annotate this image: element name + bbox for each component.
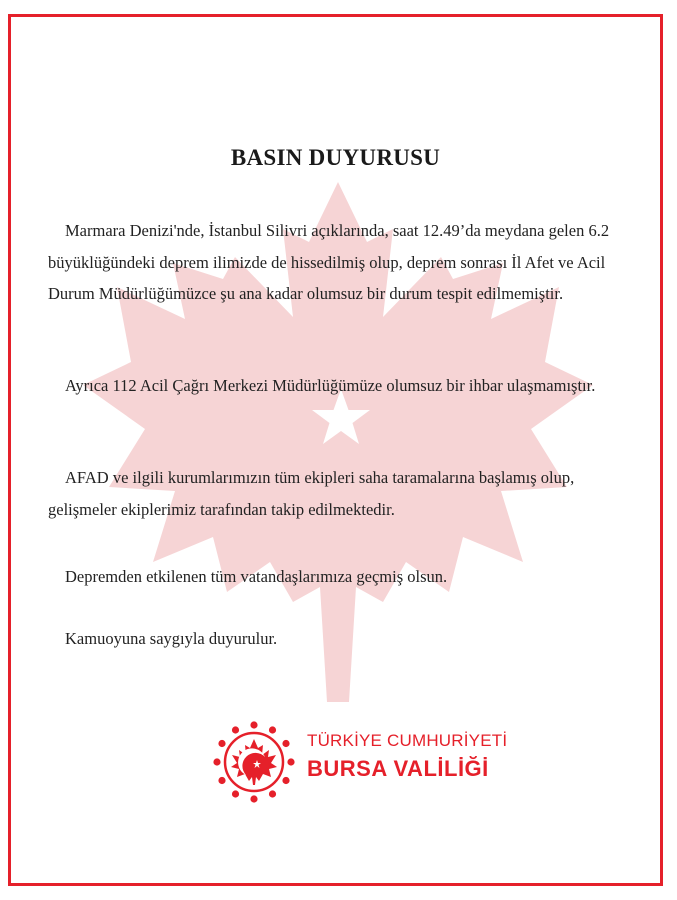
- logo-line-2: BURSA VALİLİĞİ: [307, 756, 489, 781]
- logo-line-1: TÜRKİYE CUMHURİYETİ: [307, 731, 508, 750]
- paragraph-1: Marmara Denizi'nde, İstanbul Silivri açıklarında, saat 12.49’da meydana gelen 6.2 büyüklüğündeki deprem ilimizde de hissedilmiş olup, deprem sonrası İl Afet ve Acil Durum Müdürlüğümüzce şu ana kadar olumsuz bir durum tespit edilmemiştir.: [48, 221, 610, 303]
- paragraph-4: Depremden etkilenen tüm vatandaşlarımıza geçmiş olsun.: [65, 567, 448, 586]
- paragraph-3: AFAD ve ilgili kurumlarımızın tüm ekipleri saha taramalarına başlamış olup, gelişmeler ekiplerimiz tarafından takip edilmektedir.: [48, 468, 575, 519]
- paragraph-5: Kamuoyuna saygıyla duyurulur.: [65, 629, 278, 648]
- document-frame: [8, 14, 663, 886]
- bursa-governorship-logo: [211, 719, 511, 805]
- page-title: BASIN DUYURUSU: [230, 145, 441, 170]
- governorship-seal-icon: [211, 719, 297, 805]
- paragraph-2: Ayrıca 112 Acil Çağrı Merkezi Müdürlüğümüze olumsuz bir ihbar ulaşmamıştır.: [65, 376, 596, 395]
